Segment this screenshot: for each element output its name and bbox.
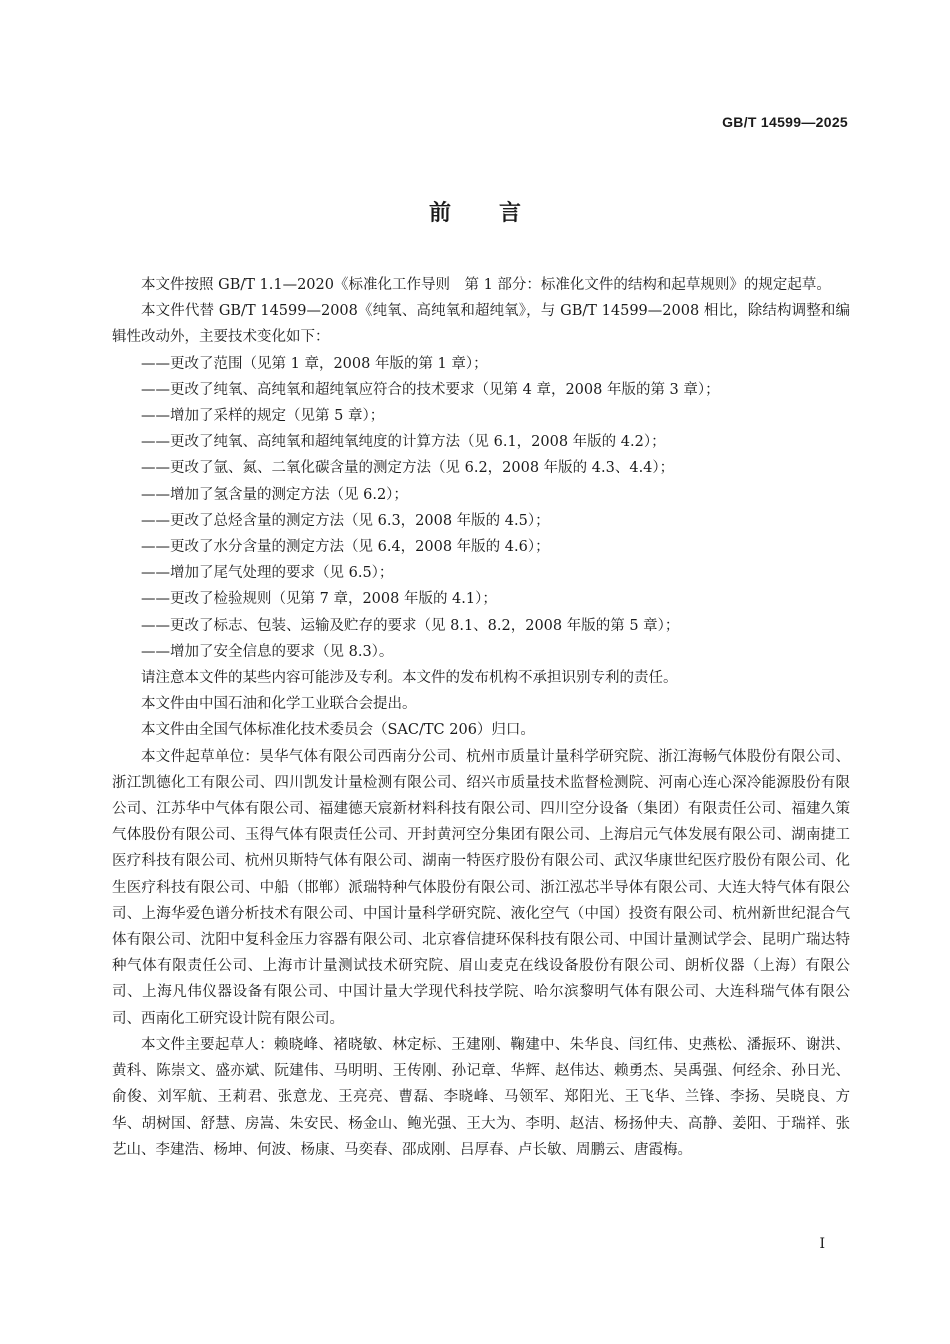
change-item: ——更改了纯氧、高纯氧和超纯氧纯度的计算方法（见 6.1，2008 年版的 4.2）；: [141, 434, 666, 451]
change-item: ——增加了安全信息的要求（见 8.3）。: [141, 643, 394, 660]
drafting-units: 本文件起草单位：昊华气体有限公司西南分公司、杭州市质量计量科学研究院、浙江海畅气体股份有限公司、浙江凯德化工有限公司、四川凯发计量检测有限公司、绍兴市质量技术监督检测院、河南心连心深冷能源股份有限公司、江苏华中气体有限公司、福建德天宸新材料科技有限公司、四川空分设备（集团）有限责任公司、福建久策气体股份有限公司、玉得气体有限责任公司、开封黄河空分集团有限公司、上海启元气体发展有限公司、湖南捷工医疗科技有限公司、杭州贝斯特气体有限公司、湖南一特医疗股份有限公司、武汉华康世纪医疗股份有限公司、化生医疗科技有限公司、中船（邯郸）派瑞特种气体股份有限公司、浙江泓芯半导体有限公司、大连大特气体有限公司、上海华爱色谱分析技术有限公司、中国计量科学研究院、液化空气（中国）投资有限公司、杭州新世纪混合气体有限公司、沈阳中复科金压力容器有限公司、北京睿信捷环保科技有限公司、中国计量测试学会、昆明广瑞达特种气体有限责任公司、上海市计量测试技术研究院、眉山麦克在线设备股份有限公司、朗析仪器（上海）有限公司、上海凡伟仪器设备有限公司、中国计量大学现代科技学院、哈尔滨黎明气体有限公司、大连科瑞气体有限公司、西南化工研究设计院有限公司。: [112, 748, 850, 1027]
standard-number: GB/T 14599—2025: [722, 114, 848, 130]
centralizer-notice: 本文件由全国气体标准化技术委员会（SAC/TC 206）归口。: [141, 722, 535, 739]
change-item: ——更改了氩、氮、二氧化碳含量的测定方法（见 6.2，2008 年版的 4.3、4.4）；: [141, 460, 675, 477]
change-item: ——更改了标志、包装、运输及贮存的要求（见 8.1、8.2，2008 年版的第 5 章）；: [141, 617, 680, 634]
change-item: ——更改了纯氧、高纯氧和超纯氧应符合的技术要求（见第 4 章，2008 年版的第 3 章）；: [141, 381, 720, 398]
change-item: ——增加了采样的规定（见第 5 章）；: [141, 408, 385, 425]
patent-notice: 请注意本文件的某些内容可能涉及专利。本文件的发布机构不承担识别专利的责任。: [141, 670, 678, 687]
change-item: ——增加了氢含量的测定方法（见 6.2）；: [141, 486, 408, 503]
drafters: 本文件主要起草人：赖晓峰、褚晓敏、林定标、王建刚、鞠建中、朱华良、闫红伟、史燕松、潘振环、谢洪、黄科、陈崇文、盛亦斌、阮建伟、马明明、王传刚、孙记章、华辉、赵伟达、赖勇杰、吴禹强、何经余、孙日光、俞俊、刘军航、王莉君、张意龙、王亮亮、曹磊、李晓峰、马领军、郑阳光、王飞华、兰锋、李扬、吴晓良、方华、胡树国、舒慧、房嵩、朱安民、杨金山、鲍光强、王大为、李明、赵洁、杨扬仲夫、高静、姜阳、于瑞祥、张艺山、李建浩、杨坤、何波、杨康、马奕春、邵成刚、吕厚春、卢长敏、周鹏云、唐霞梅。: [112, 1036, 850, 1158]
page-number: I: [819, 1236, 825, 1252]
change-item: ——更改了水分含量的测定方法（见 6.4，2008 年版的 4.6）；: [141, 539, 550, 556]
foreword-body: [112, 272, 850, 1163]
change-item: ——更改了范围（见第 1 章，2008 年版的第 1 章）；: [141, 355, 488, 372]
paragraph-drafting-rules: 本文件按照 GB/T 1.1—2020《标准化工作导则 第 1 部分：标准化文件的结构和起草规则》的规定起草。: [141, 277, 831, 293]
proposer-notice: 本文件由中国石油和化学工业联合会提出。: [141, 696, 417, 713]
change-item: ——更改了检验规则（见第 7 章，2008 年版的 4.1）；: [141, 591, 497, 608]
page-title: 前言: [428, 201, 569, 226]
paragraph-replacement: 本文件代替 GB/T 14599—2008《纯氧、高纯氧和超纯氧》，与 GB/T 14599—2008 相比，除结构调整和编辑性改动外，主要技术变化如下：: [112, 303, 850, 346]
change-item: ——增加了尾气处理的要求（见 6.5）；: [141, 565, 394, 582]
change-item: ——更改了总烃含量的测定方法（见 6.3，2008 年版的 4.5）；: [141, 512, 550, 529]
